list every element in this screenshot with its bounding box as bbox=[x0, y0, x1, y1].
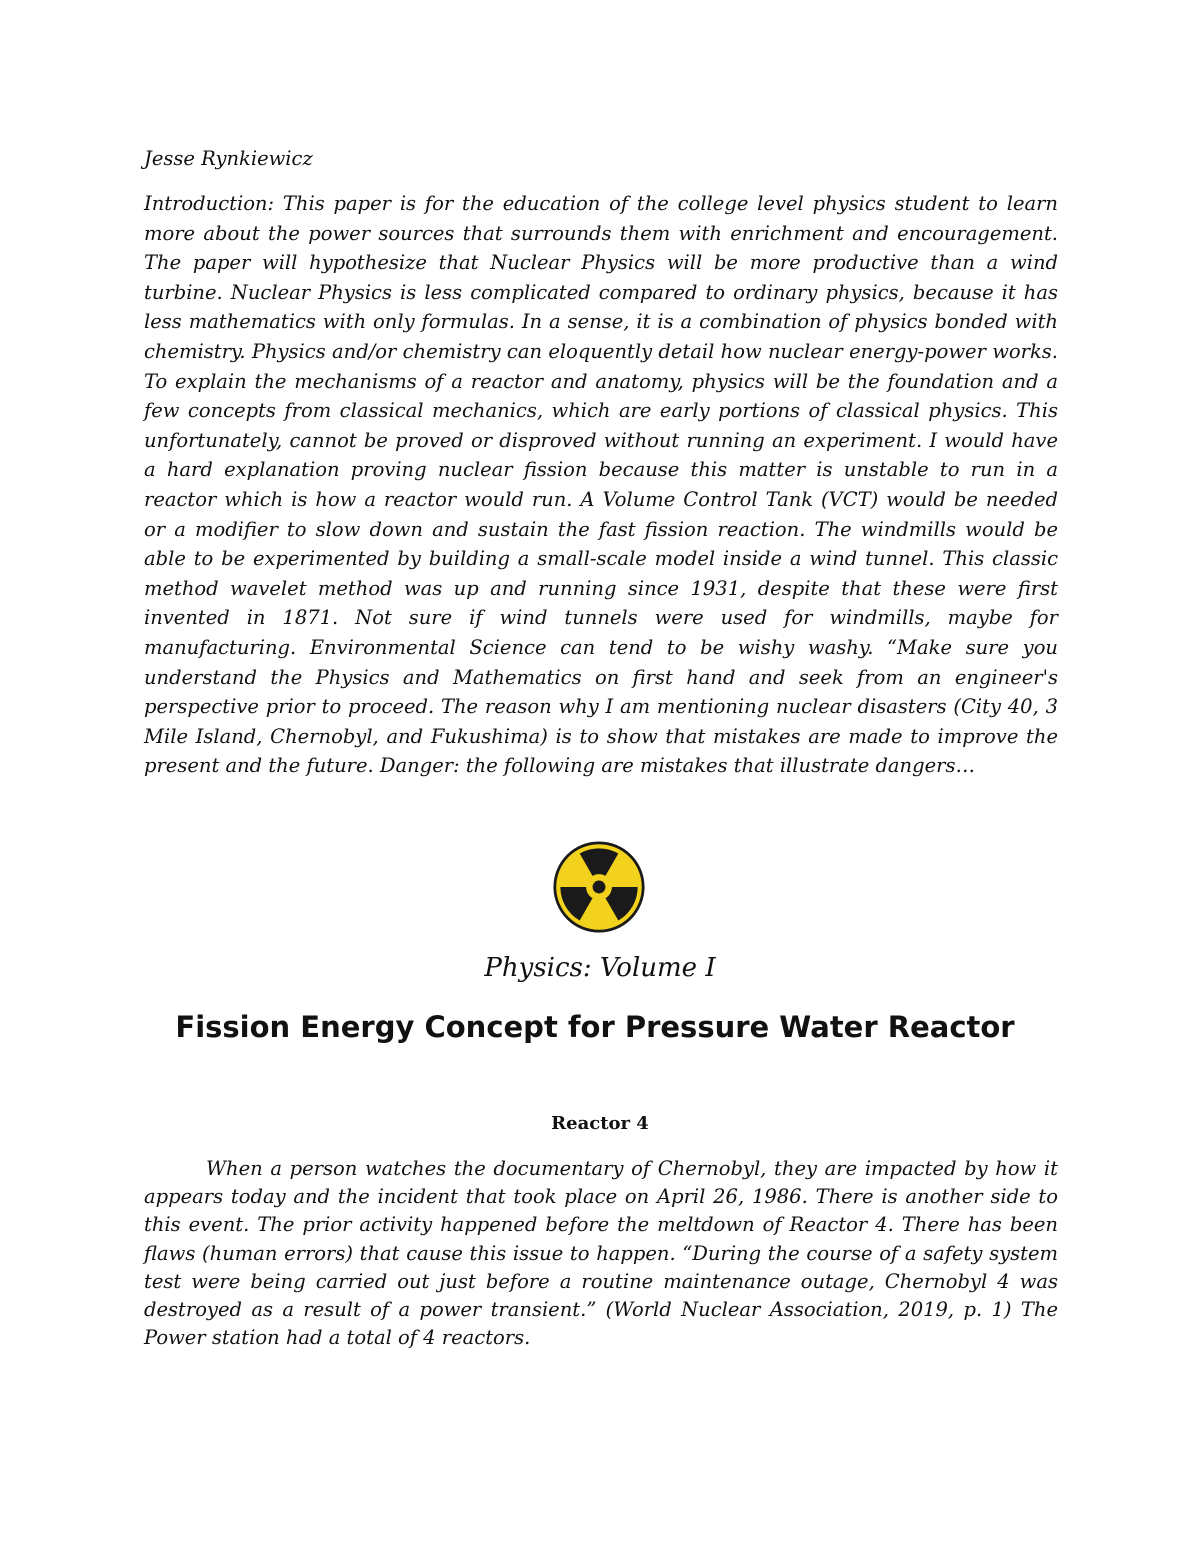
section-body-paragraph: When a person watches the documentary of Chernobyl, they are impacted by how it appears today and the incident that took place on April 26, 1986. There is another side to this event. The prior activity happened before the meltdown of Reactor 4. There has been flaws (human errors) that cause this issue to happen. “During the course of a safety system test were being carried out just before a routine maintenance outage, Chernobyl 4 was destroyed as a result of a power transient.” (World Nuclear Association, 2019, p. 1) The Power station had a total of 4 reactors. bbox=[144, 1157, 1058, 1350]
radiation-trefoil-icon bbox=[553, 841, 645, 933]
author-name: Jesse Rynkiewicz bbox=[144, 147, 313, 170]
section-heading: Reactor 4 bbox=[551, 1113, 649, 1134]
introduction-paragraph: Introduction: This paper is for the education of the college level physics student to learn more about the power sources that surrounds them with enrichment and encouragement. The paper will hypothesize that Nuclear Physics will be more productive than a wind turbine. Nuclear Physics is less complicated compared to ordinary physics, because it has less mathematics with only formulas. In a sense, it is a combination of physics bonded with chemistry. Physics and/or chemistry can eloquently detail how nuclear energy-power works. To explain the mechanisms of a reactor and anatomy, physics will be the foundation and a few concepts from classical mechanics, which are early portions of classical physics. This unfortunately, cannot be proved or disproved without running an experiment. I would have a hard explanation proving nuclear fission because this matter is unstable to run in a reactor which is how a reactor would run. A Volume Control Tank (VCT) would be needed or a modifier to slow down and sustain the fast fission reaction. The windmills would be able to be experimented by building a small-scale model inside a wind tunnel. This classic method wavelet method was up and running since 1931, despite that these were first invented in 1871. Not sure if wind tunnels were used for windmills, maybe for manufacturing. Environmental Science can tend to be wishy washy. “Make sure you understand the Physics and Mathematics on first hand and seek from an engineer's perspective prior to proceed. The reason why I am mentioning nuclear disasters (City 40, 3 Mile Island, Chernobyl, and Fukushima) is to show that mistakes are made to improve the present and the future. Danger: the following are mistakes that illustrate dangers… bbox=[144, 192, 1058, 778]
volume-label: Physics: Volume I bbox=[484, 953, 716, 983]
main-title: Fission Energy Concept for Pressure Water Reactor bbox=[175, 1010, 1015, 1044]
